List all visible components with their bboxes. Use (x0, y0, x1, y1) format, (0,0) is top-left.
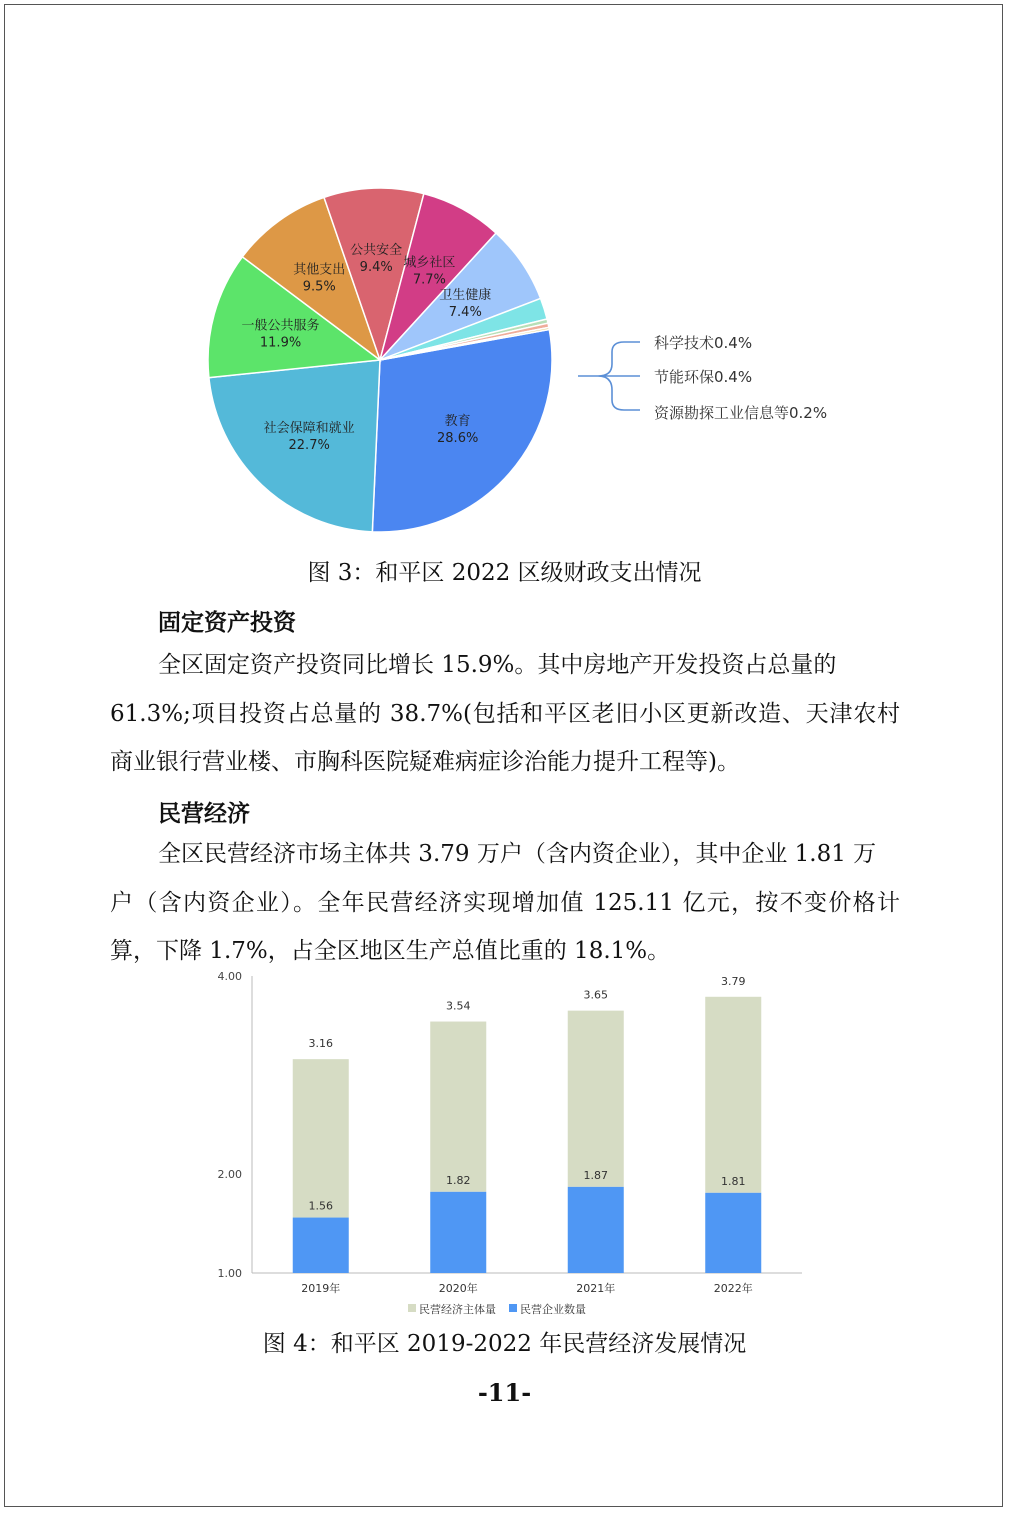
bar-total (293, 1059, 349, 1217)
paragraph-line: 61.3%;项目投资占总量的 38.7%(包括和平区老旧小区更新改造、天津农村 (110, 700, 900, 727)
pie-slice-label: 社会保障和就业 (263, 421, 355, 437)
paragraph-line: 全区民营经济市场主体共 3.79 万户（含内资企业），其中企业 1.81 万 (158, 841, 877, 867)
figure3-caption: 图 3：和平区 2022 区级财政支出情况 (307, 560, 702, 586)
paragraph-private-economy (110, 830, 900, 976)
paragraph-line: 户（含内资企业）。全年民营经济实现增加值 125.11 亿元，按不变价格计 (110, 889, 900, 916)
section-heading-private-economy: 民营经济 (158, 801, 250, 827)
paragraph-line: 全区固定资产投资同比增长 15.9%。其中房地产开发投资占总量的 (158, 652, 837, 678)
data-label-enterprise: 1.56 (308, 1199, 333, 1213)
y-tick-label: 2.00 (217, 1168, 242, 1181)
data-label-total: 3.79 (721, 974, 746, 988)
pie-slice-label: 一般公共服务 (241, 318, 320, 334)
paragraph-line: 算，下降 1.7%，占全区地区生产总值比重的 18.1%。 (110, 938, 671, 964)
x-tick-label: 2022年 (713, 1282, 753, 1295)
paragraph-investment (110, 641, 900, 787)
paragraph-line: 商业银行营业楼、市胸科医院疑难病症诊治能力提升工程等)。 (110, 749, 740, 775)
bar-total (568, 1011, 624, 1187)
bar-total (430, 1022, 486, 1192)
pie-slice-value: 7.4% (448, 304, 482, 320)
pie-slice-value: 9.4% (359, 259, 393, 275)
pie-chart (0, 150, 1009, 550)
bar-enterprise (430, 1192, 486, 1273)
legend-swatch (408, 1304, 416, 1312)
bar-enterprise (293, 1218, 349, 1273)
callout-label-science: 科学技术0.4% (654, 334, 753, 352)
pie-slice-value: 11.9% (259, 335, 302, 351)
legend-swatch (509, 1304, 517, 1312)
callout-label-resources: 资源勘探工业信息等0.2% (654, 404, 828, 422)
pie-slice-value: 9.5% (302, 279, 336, 295)
pie-slice-label: 教育 (444, 413, 471, 429)
pie-slice-value: 7.7% (412, 272, 446, 288)
data-label-enterprise: 1.81 (721, 1174, 746, 1188)
data-label-total: 3.65 (583, 988, 608, 1002)
bar-enterprise (568, 1187, 624, 1273)
x-tick-label: 2019年 (301, 1282, 341, 1295)
callout-brace (578, 342, 640, 410)
bar-enterprise (705, 1193, 761, 1273)
data-label-total: 3.54 (446, 999, 471, 1013)
page-number: -11- (477, 1378, 532, 1407)
section-heading-investment: 固定资产投资 (158, 610, 296, 636)
pie-slice-value: 22.7% (288, 438, 330, 454)
x-tick-label: 2020年 (438, 1282, 478, 1295)
pie-slice-label: 其他支出 (293, 262, 346, 278)
y-tick-label: 4.00 (217, 970, 242, 983)
x-tick-label: 2021年 (576, 1282, 616, 1295)
legend-label: 民营经济主体量 (419, 1303, 496, 1316)
data-label-total: 3.16 (308, 1037, 333, 1051)
y-tick-label: 1.00 (217, 1267, 242, 1280)
pie-slice-value: 28.6% (437, 430, 479, 446)
figure4-caption: 图 4：和平区 2019-2022 年民营经济发展情况 (262, 1331, 747, 1357)
bar-chart (0, 960, 1009, 1325)
pie-slice-label: 卫生健康 (439, 287, 492, 303)
data-label-enterprise: 1.82 (446, 1173, 471, 1187)
pie-slice-label: 公共安全 (350, 242, 403, 258)
callout-label-environment: 节能环保0.4% (654, 368, 753, 386)
legend-label: 民营企业数量 (520, 1303, 586, 1316)
bar-total (705, 997, 761, 1193)
data-label-enterprise: 1.87 (583, 1168, 608, 1182)
pie-slice-label: 城乡社区 (403, 255, 456, 271)
